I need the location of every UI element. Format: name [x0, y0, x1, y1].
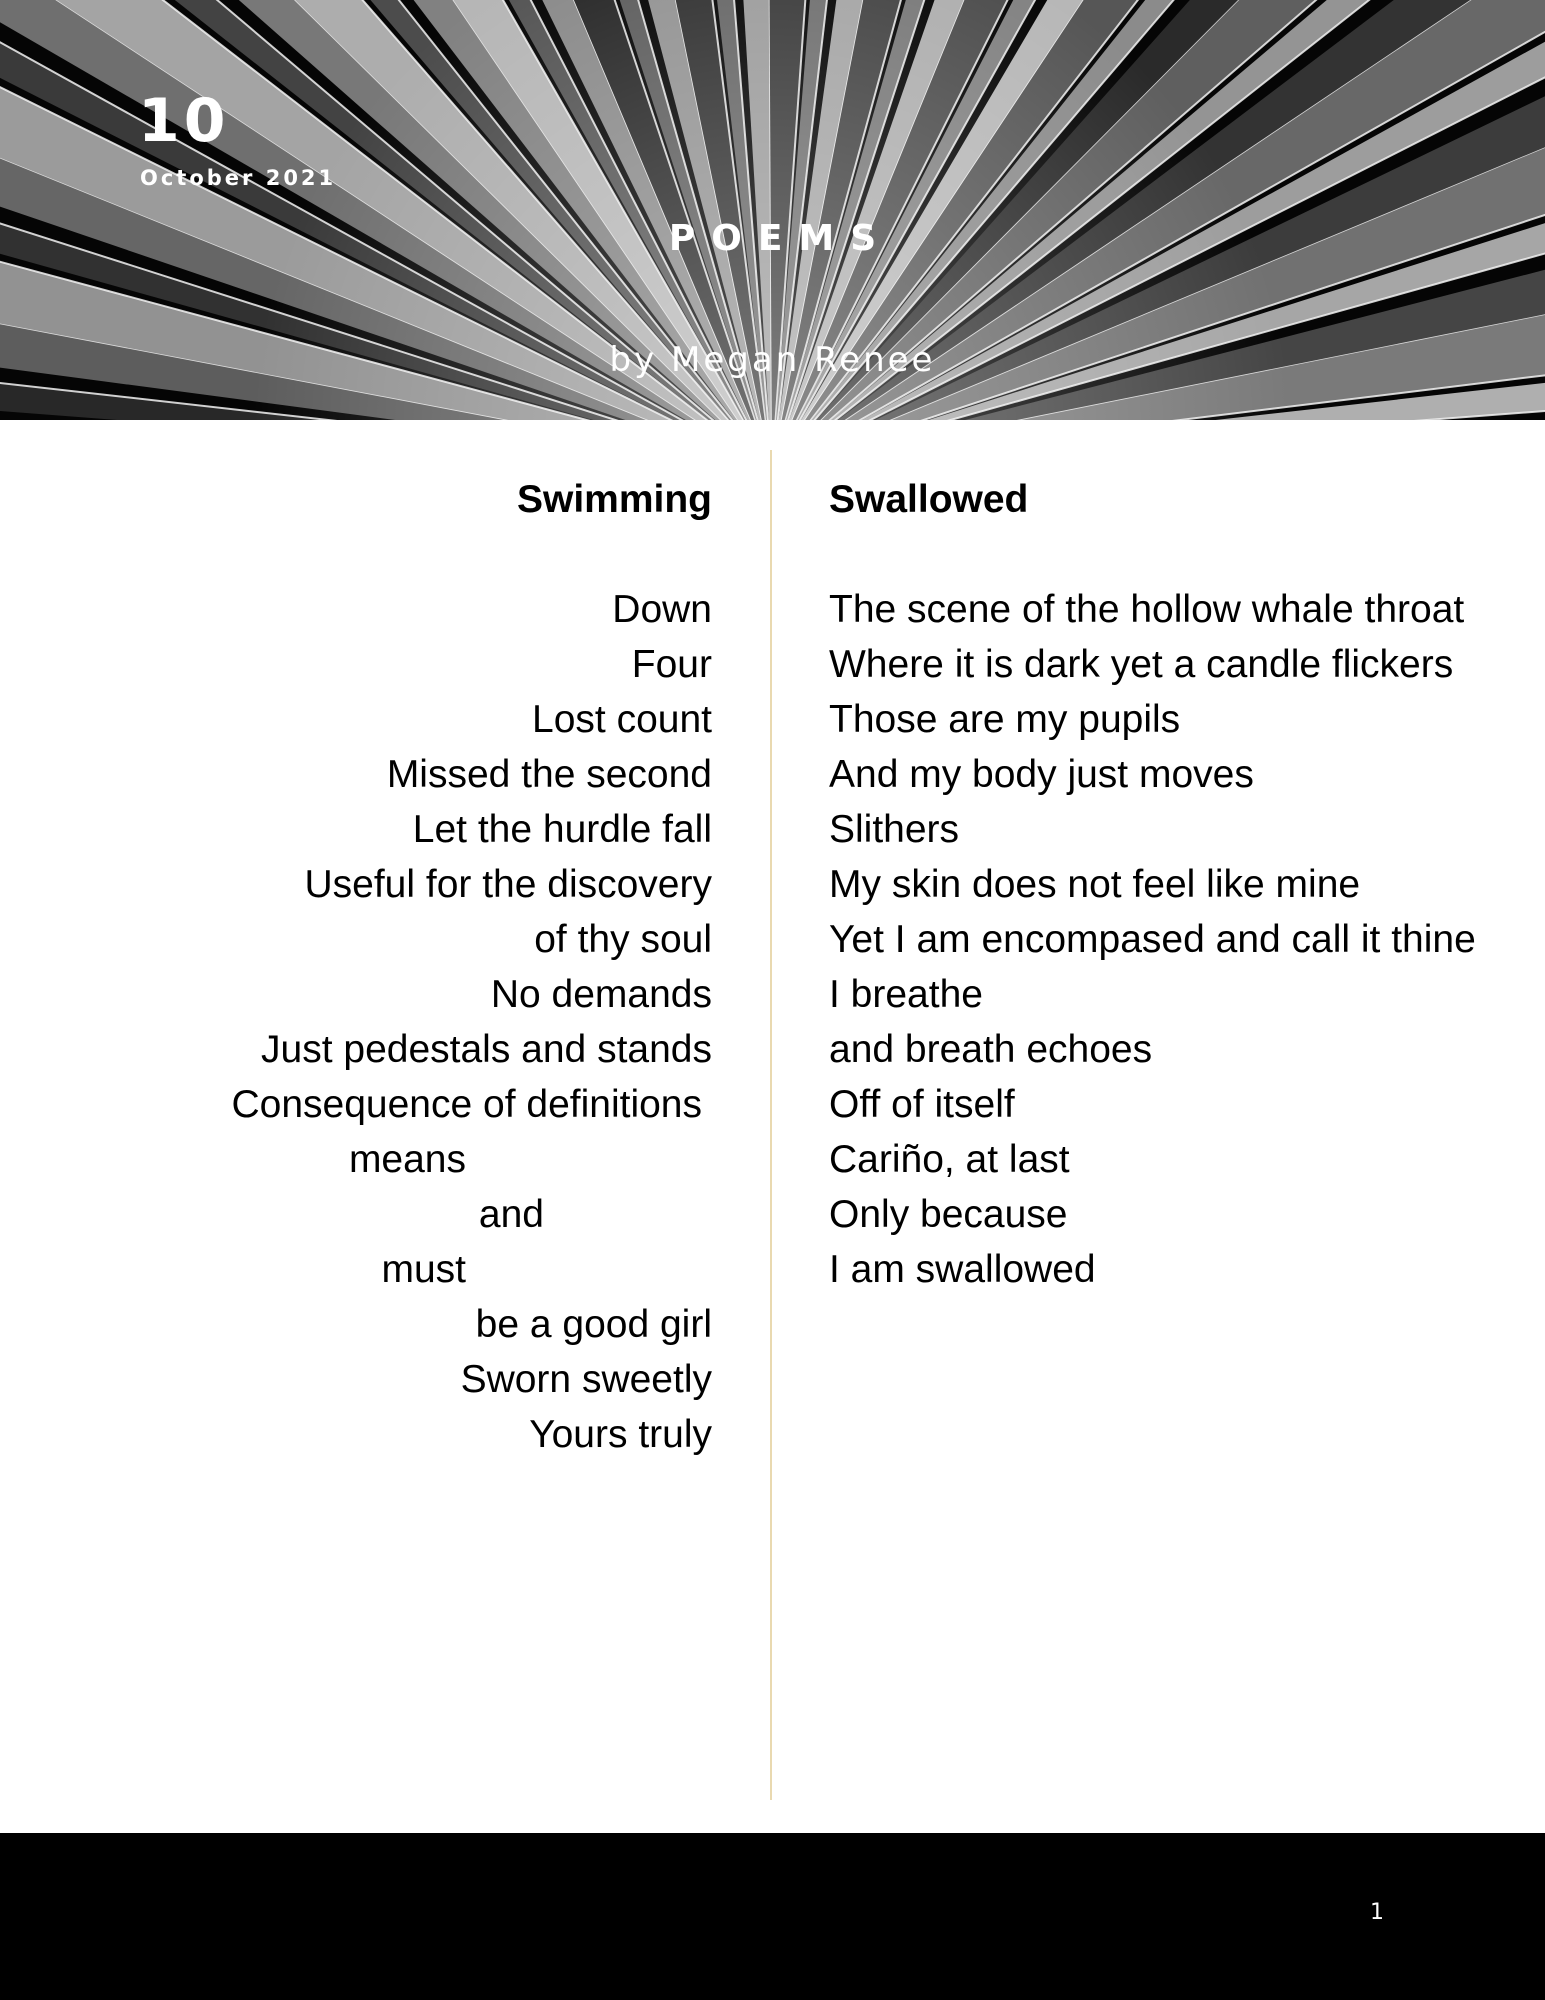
- poem-line: Let the hurdle fall: [412, 808, 712, 851]
- poem-line: Lost count: [532, 698, 712, 741]
- poem-line: Down: [612, 588, 712, 631]
- poem-line: Sworn sweetly: [460, 1358, 712, 1401]
- header-banner: [0, 0, 1545, 420]
- poem-line: of thy soul: [534, 918, 712, 961]
- poem-line: No demands: [490, 973, 712, 1016]
- poem-line: The scene of the hollow whale throat: [829, 588, 1465, 631]
- footer-bar: [0, 1833, 1545, 2000]
- poem-line: and breath echoes: [829, 1028, 1153, 1071]
- poem-line: and: [478, 1193, 544, 1236]
- poem-line: Yet I am encompased and call it thine: [829, 918, 1476, 961]
- poem-line: Slithers: [829, 808, 960, 851]
- poem-line: be a good girl: [475, 1303, 712, 1346]
- column-divider: [770, 450, 772, 1800]
- poem-title: Swimming: [516, 478, 712, 521]
- poem-line: And my body just moves: [829, 753, 1254, 796]
- issue-day: 10: [138, 86, 230, 156]
- poem-line: Cariño, at last: [829, 1138, 1070, 1181]
- poem-title: Swallowed: [829, 478, 1029, 521]
- poem-line: I breathe: [829, 973, 983, 1016]
- poem-line: must: [381, 1248, 466, 1291]
- poem-line: Four: [631, 643, 712, 686]
- poem-line: I am swallowed: [829, 1248, 1096, 1291]
- poem-swallowed: [829, 472, 1529, 1297]
- poem-line: means: [348, 1138, 466, 1181]
- poem-line: Off of itself: [829, 1083, 1015, 1126]
- poem-line: Consequence of definitions: [231, 1083, 702, 1126]
- poem-line: My skin does not feel like mine: [829, 863, 1361, 906]
- poem-line: Useful for the discovery: [304, 863, 712, 906]
- poem-line: Where it is dark yet a candle flickers: [829, 643, 1454, 686]
- author-byline: by Megan Renee: [609, 340, 936, 380]
- poem-line: Missed the second: [386, 753, 712, 796]
- poem-line: Only because: [829, 1193, 1068, 1236]
- poem-line: Yours truly: [529, 1413, 712, 1456]
- poem-swimming: [100, 472, 712, 1462]
- page-number: 1: [1370, 1900, 1384, 1925]
- poem-line: Just pedestals and stands: [261, 1028, 712, 1071]
- poem-line: Those are my pupils: [829, 698, 1181, 741]
- issue-month-year: October 2021: [140, 166, 337, 190]
- page-title: POEMS: [668, 218, 893, 259]
